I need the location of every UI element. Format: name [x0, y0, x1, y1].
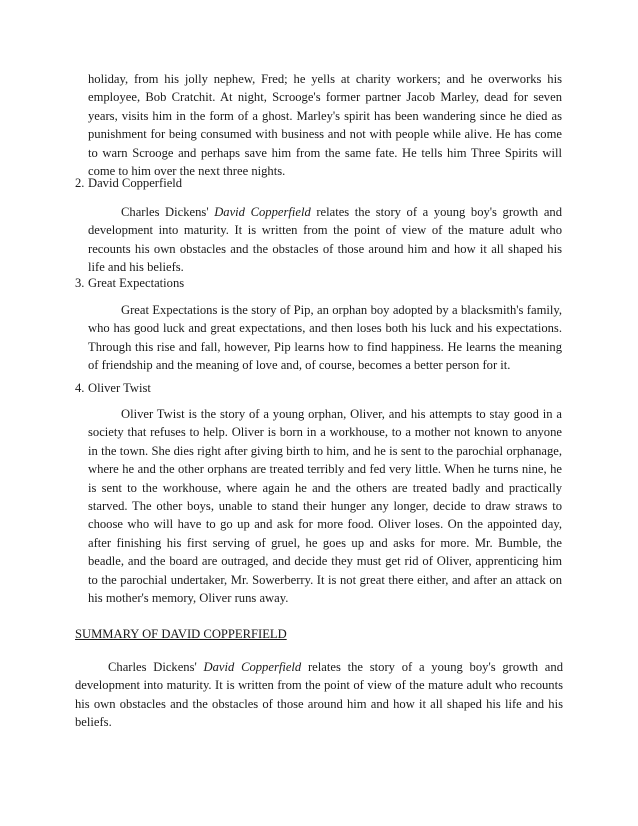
summary-text-rest: relates the story of a young boy's growth and development into maturity. It is written from the point of view of the mature adult who recounts his own obstacles and the obstacles of those around him and how it all shaped his life and his beliefs.: [75, 660, 563, 730]
summary-body: [75, 658, 563, 732]
summary-heading: SUMMARY OF DAVID COPPERFIELD: [75, 627, 287, 641]
item-number-3: 3.: [75, 276, 85, 290]
summary-book-title-italic: David Copperfield: [203, 660, 302, 674]
item-number-4: 4.: [75, 381, 85, 395]
summary-text-start: Charles Dickens': [108, 660, 204, 674]
item-body-oliver-twist: Oliver Twist is the story of a young orphan, Oliver, and his attempts to stay good in a society that refuses to help. Oliver is born in a workhouse, to a mother not known to anyone in the town. She dies right after giving birth to him, and he is sent to the parochial orphanage, where he and the other orphans are treated terribly and fed very little. When he turns nine, he is sent to the workhouse, where again he and the others are treated badly and practically starved. The other boys, unable to stand their hunger any longer, decide to draw straws to choose who will have to go up and ask for more food. Oliver loses. On the appointed day, after finishing his first serving of gruel, he goes up and asks for more. Mr. Bumble, the beadle, and the board are outraged, and decide they must get rid of Oliver, apprenticing him to the parochial undertaker, Mr. Sowerberry. It is not great there either, and after an attack on his mother's memory, Oliver runs away.: [88, 407, 562, 606]
item-title-great-expectations: Great Expectations: [88, 276, 185, 290]
item-body-david-copperfield: [88, 203, 562, 277]
item-body-great-expectations: Great Expectations is the story of Pip, an orphan boy adopted by a blacksmith's family, who has good luck and great expectations, and then loses both his luck and his expectations. Through this rise and fall, however, Pip learns how to find happiness. He learns the meaning of friendship and the meaning of love and, of course, becomes a better person for it.: [88, 303, 562, 373]
item-title-oliver-twist: Oliver Twist: [88, 381, 151, 395]
body-text-start: Charles Dickens': [121, 205, 215, 219]
item-title-david-copperfield: David Copperfield: [88, 176, 183, 190]
intro-paragraph: holiday, from his jolly nephew, Fred; he yells at charity workers; and he overworks his employee, Bob Cratchit. At night, Scrooge's former partner Jacob Marley, dead for seven years, visits him in the form of a ghost. Marley's spirit has been wandering since he died as punishment for being consumed with business and not with people while alive. He has come to warn Scrooge and perhaps save him from the same fate. He tells him Three Spirits will come to him over the next three nights.: [88, 72, 562, 179]
body-text-rest: relates the story of a young boy's growth and development into maturity. It is written from the point of view of the mature adult who recounts his own obstacles and the obstacles of those around him and how it all shaped his life and his beliefs.: [88, 205, 563, 275]
item-number-2: 2.: [75, 176, 85, 190]
book-title-italic: David Copperfield: [214, 205, 311, 219]
